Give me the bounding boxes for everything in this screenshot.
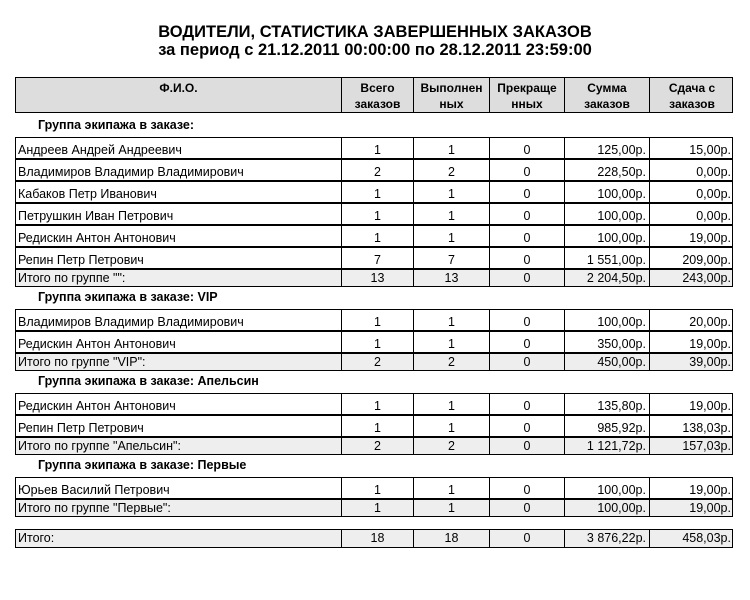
cell-stopped: 0 [489,248,564,268]
cell-stopped: 0 [489,270,564,286]
cell-fee: 0,00р. [649,204,734,224]
cell-sum: 100,00р. [564,310,649,330]
cell-done: 1 [413,332,489,352]
cell-total: 1 [341,204,413,224]
cell-sum: 228,50р. [564,160,649,180]
cell-name: Итого по группе "Первые": [18,501,171,515]
header-sum: Сумма заказов [564,78,649,112]
cell-total: 1 [341,226,413,246]
cell-name: Итого по группе "": [18,271,126,285]
cell-name: Андреев Андрей Андреевич [18,143,182,157]
cell-name: Петрушкин Иван Петрович [18,209,174,223]
cell-done: 13 [413,270,489,286]
cell-total: 2 [341,438,413,454]
cell-fee: 0,00р. [649,182,734,202]
cell-done: 7 [413,248,489,268]
cell-done: 1 [413,138,489,158]
subtotal-row [15,269,733,287]
cell-total: 1 [341,416,413,436]
cell-name: Репин Петр Петрович [18,253,144,267]
cell-total: 1 [341,182,413,202]
cell-total: 2 [341,354,413,370]
cell-stopped: 0 [489,138,564,158]
header-fee: Сдача с заказов [649,78,734,112]
table-row [15,225,733,247]
cell-sum: 100,00р. [564,204,649,224]
table-row [15,247,733,269]
report-period: за период с 21.12.2011 00:00:00 по 28.12.2011 23:59:00 [158,41,592,59]
cell-stopped: 0 [489,310,564,330]
cell-total: 18 [341,530,413,547]
subtotal-row [15,499,733,517]
group-heading: Группа экипажа в заказе: VIP [38,290,218,304]
cell-name: Репин Петр Петрович [18,421,144,435]
cell-stopped: 0 [489,332,564,352]
cell-sum: 1 121,72р. [564,438,649,454]
cell-sum: 985,92р. [564,416,649,436]
cell-name: Итого по группе "VIP": [18,355,146,369]
cell-done: 2 [413,160,489,180]
cell-stopped: 0 [489,416,564,436]
cell-stopped: 0 [489,438,564,454]
cell-done: 2 [413,354,489,370]
cell-stopped: 0 [489,500,564,516]
cell-fee: 20,00р. [649,310,734,330]
table-row [15,137,733,159]
cell-done: 1 [413,500,489,516]
cell-total: 1 [341,394,413,414]
cell-fee: 19,00р. [649,332,734,352]
cell-done: 1 [413,226,489,246]
cell-fee: 209,00р. [649,248,734,268]
cell-name: Редискин Антон Антонович [18,231,176,245]
cell-sum: 2 204,50р. [564,270,649,286]
header-name: Ф.И.О. [159,81,198,95]
cell-fee: 458,03р. [649,530,734,547]
table-row [15,331,733,353]
cell-name: Владимиров Владимир Владимирович [18,165,244,179]
table-row [15,415,733,437]
cell-done: 2 [413,438,489,454]
cell-total: 1 [341,138,413,158]
cell-fee: 19,00р. [649,500,734,516]
cell-fee: 19,00р. [649,226,734,246]
cell-fee: 157,03р. [649,438,734,454]
cell-fee: 243,00р. [649,270,734,286]
cell-total: 1 [341,478,413,498]
cell-name: Редискин Антон Антонович [18,337,176,351]
report-title: ВОДИТЕЛИ, СТАТИСТИКА ЗАВЕРШЕННЫХ ЗАКАЗОВ [158,23,592,41]
cell-sum: 100,00р. [564,182,649,202]
cell-name: Владимиров Владимир Владимирович [18,315,244,329]
table-row [15,181,733,203]
cell-stopped: 0 [489,394,564,414]
cell-total: 7 [341,248,413,268]
subtotal-row [15,353,733,371]
table-row [15,203,733,225]
group-heading: Группа экипажа в заказе: [38,118,195,132]
cell-total: 2 [341,160,413,180]
cell-fee: 39,00р. [649,354,734,370]
cell-total: 1 [341,500,413,516]
cell-total: 1 [341,310,413,330]
grand-total-row [15,529,733,548]
cell-stopped: 0 [489,530,564,547]
subtotal-row [15,437,733,455]
table-row [15,393,733,415]
cell-sum: 3 876,22р. [564,530,649,547]
cell-sum: 125,00р. [564,138,649,158]
cell-sum: 100,00р. [564,500,649,516]
cell-fee: 0,00р. [649,160,734,180]
cell-done: 18 [413,530,489,547]
table-header [15,77,733,113]
cell-sum: 350,00р. [564,332,649,352]
cell-done: 1 [413,310,489,330]
cell-stopped: 0 [489,182,564,202]
cell-name: Редискин Антон Антонович [18,399,176,413]
cell-done: 1 [413,478,489,498]
header-total: Всего заказов [341,78,413,112]
cell-done: 1 [413,204,489,224]
header-stopped: Прекраще нных [489,78,564,112]
cell-name: Юрьев Василий Петрович [18,483,170,497]
cell-sum: 100,00р. [564,478,649,498]
cell-sum: 100,00р. [564,226,649,246]
cell-fee: 19,00р. [649,394,734,414]
cell-fee: 15,00р. [649,138,734,158]
table-row [15,477,733,499]
cell-sum: 1 551,00р. [564,248,649,268]
cell-done: 1 [413,416,489,436]
cell-sum: 135,80р. [564,394,649,414]
cell-stopped: 0 [489,204,564,224]
cell-stopped: 0 [489,160,564,180]
cell-stopped: 0 [489,478,564,498]
cell-total: 1 [341,332,413,352]
cell-total: 13 [341,270,413,286]
cell-fee: 19,00р. [649,478,734,498]
group-heading: Группа экипажа в заказе: Апельсин [38,374,259,388]
cell-name: Итого: [18,531,55,545]
header-done: Выполнен ных [413,78,489,112]
cell-stopped: 0 [489,354,564,370]
cell-done: 1 [413,182,489,202]
cell-fee: 138,03р. [649,416,734,436]
table-row [15,309,733,331]
group-heading: Группа экипажа в заказе: Первые [38,458,247,472]
cell-name: Кабаков Петр Иванович [18,187,157,201]
table-row [15,159,733,181]
cell-name: Итого по группе "Апельсин": [18,439,181,453]
cell-done: 1 [413,394,489,414]
cell-sum: 450,00р. [564,354,649,370]
cell-stopped: 0 [489,226,564,246]
